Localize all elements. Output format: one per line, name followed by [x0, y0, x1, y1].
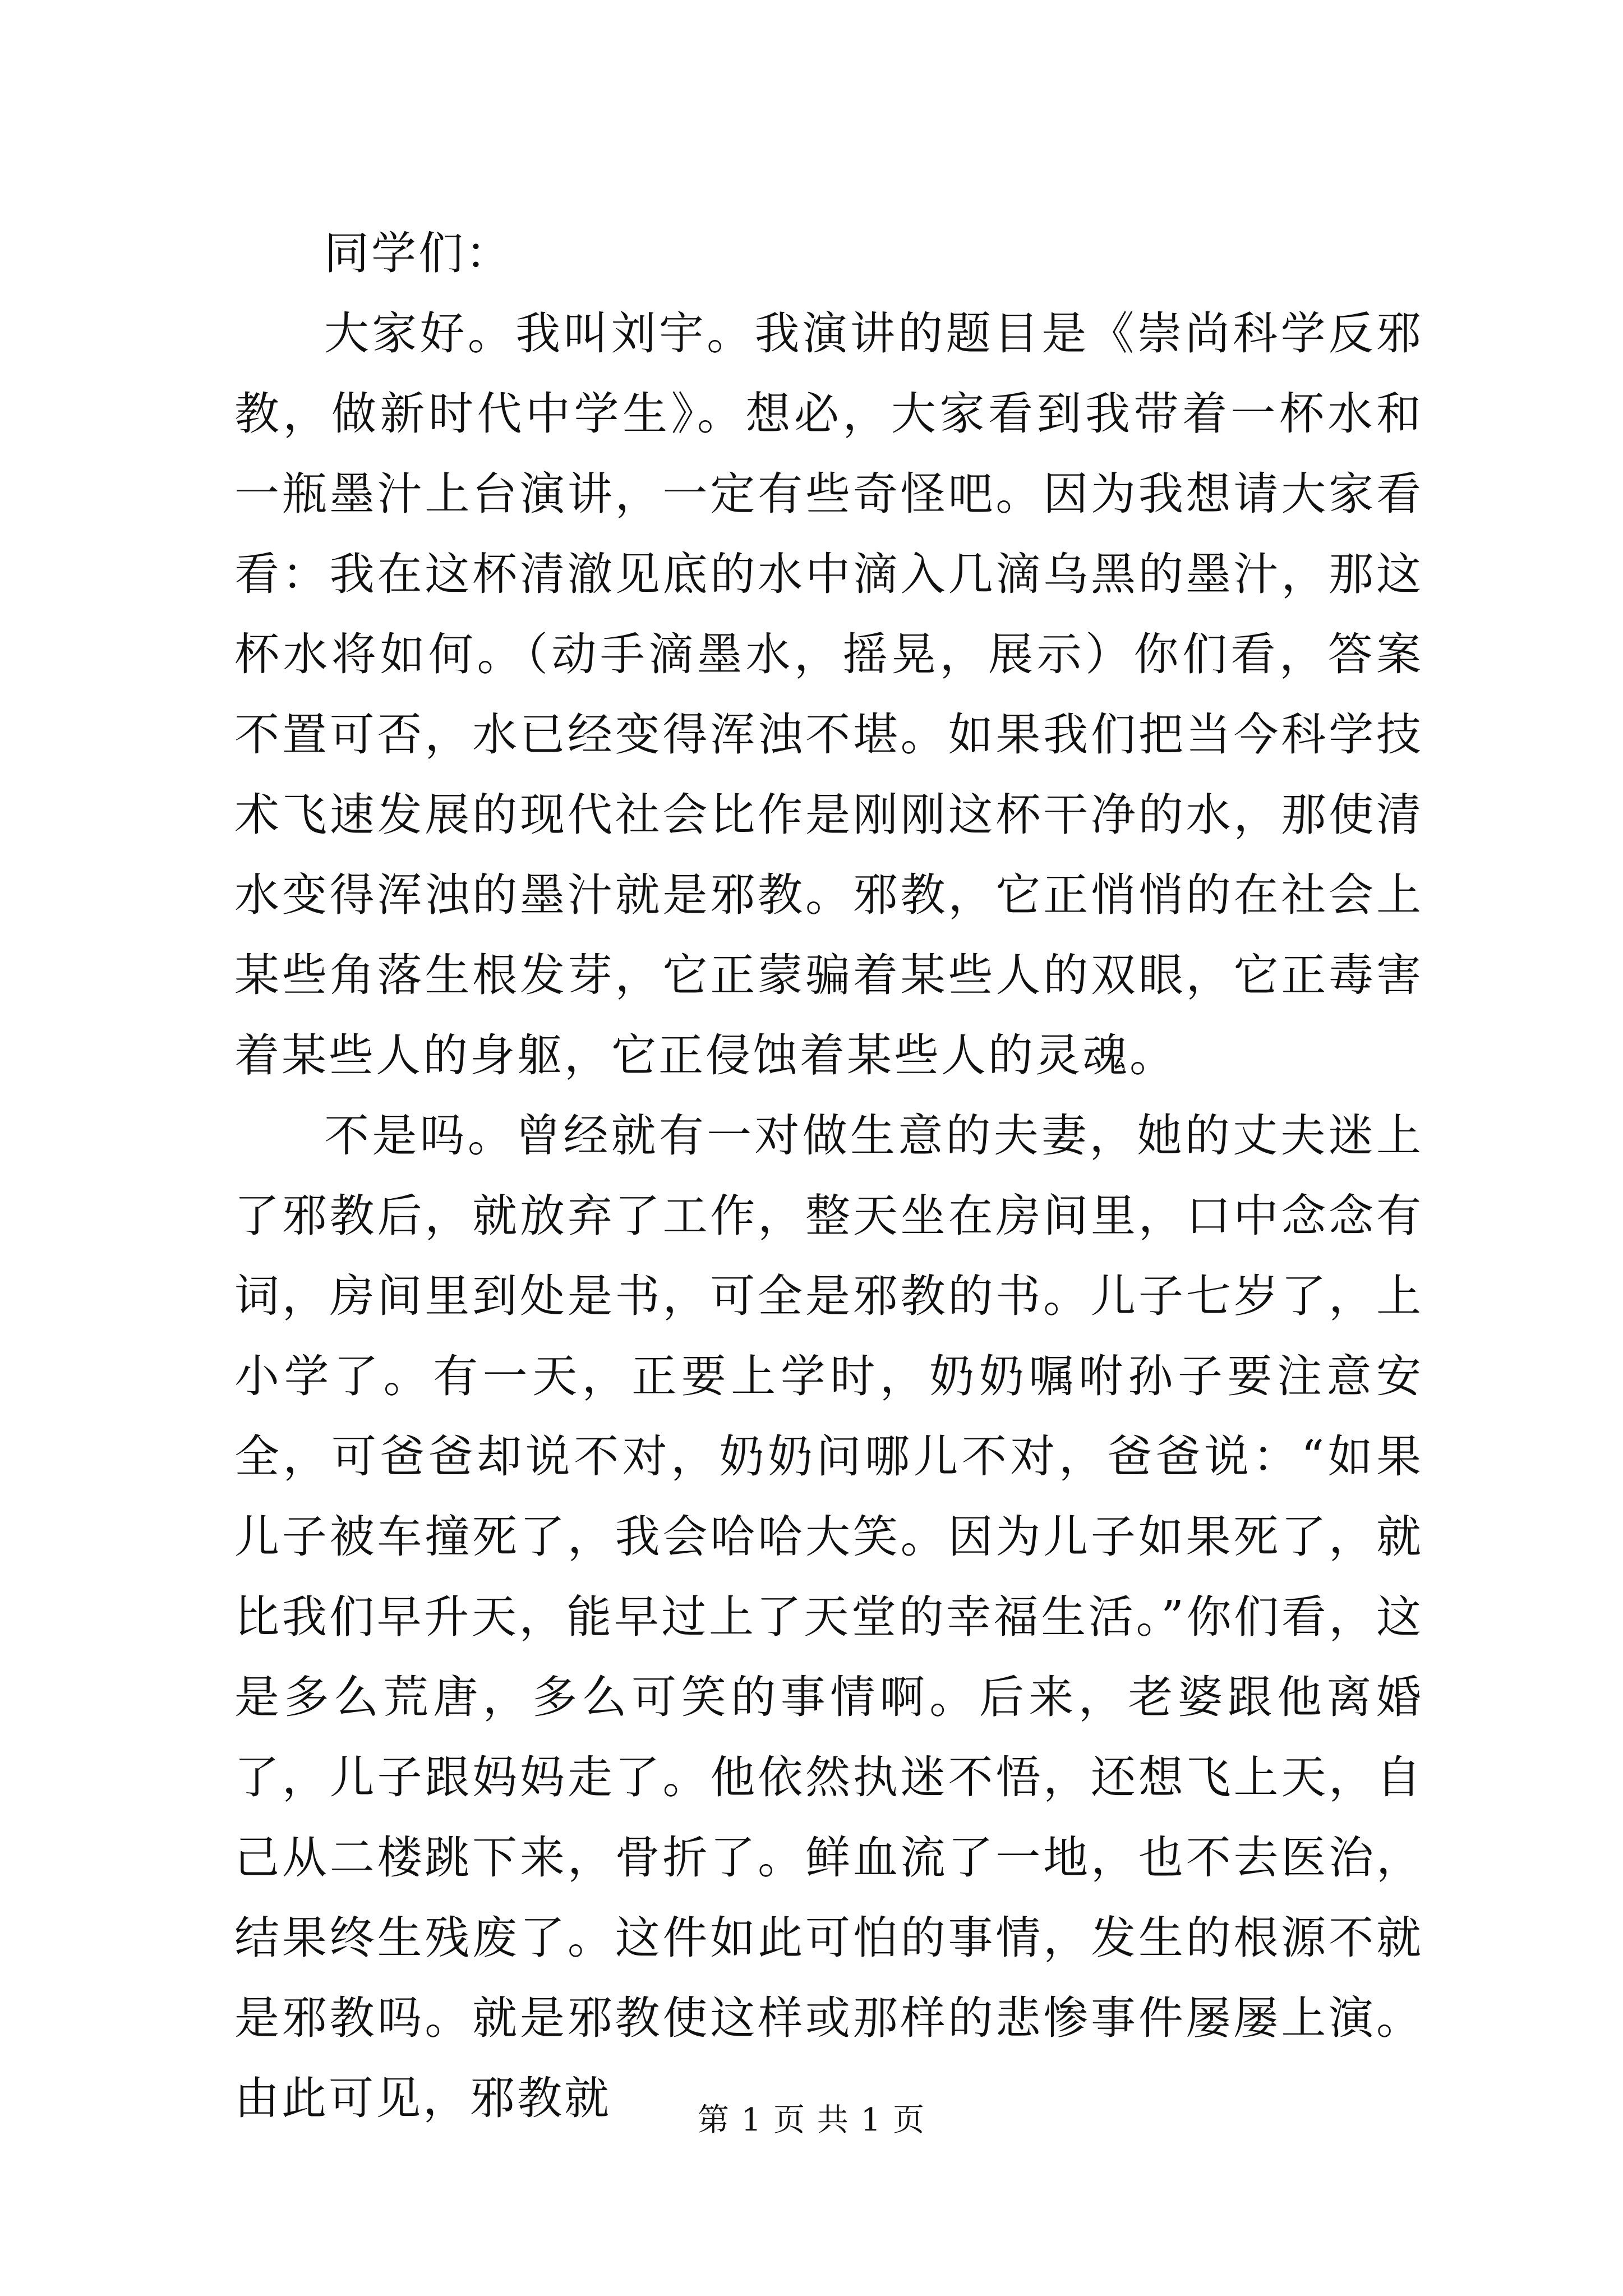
page-footer: 第 1 页 共 1 页 — [697, 2102, 926, 2138]
document-body — [234, 213, 1423, 2138]
salutation-paragraph: 同学们： — [324, 227, 513, 279]
body-paragraph-2: 不是吗。曾经就有一对做生意的夫妻，她的丈夫迷上了邪教后，就放弃了工作，整天坐在房间里，口中念念有词，房间里到处是书，可全是邪教的书。儿子七岁了，上小学了。有一天，正要上学时，奶奶嘱咐孙子要注意安全，可爸爸却说不对，奶奶问哪儿不对，爸爸说：“如果儿子被车撞死了，我会哈哈大笑。因为儿子如果死了，就比我们早升天，能早过上了天堂的幸福生活。”你们看，这是多么荒唐，多么可笑的事情啊。后来，老婆跟他离婚了，儿子跟妈妈走了。他依然执迷不悟，还想飞上天，自己从二楼跳下来，骨折了。鲜血流了一地，也不去医治，结果终生残废了。这件如此可怕的事情，发生的根源不就是邪教吗。就是邪教使这样或那样的悲惨事件屡屡上演。由此可见，邪教就 — [234, 1110, 1423, 2124]
body-paragraph-1: 大家好。我叫刘宇。我演讲的题目是《崇尚科学反邪教，做新时代中学生》。想必，大家看到我带着一杯水和一瓶墨汁上台演讲，一定有些奇怪吧。因为我想请大家看看：我在这杯清澈见底的水中滴入几滴乌黑的墨汁，那这杯水将如何。（动手滴墨水，摇晃，展示）你们看，答案不置可否，水已经变得浑浊不堪。如果我们把当今科学技术飞速发展的现代社会比作是刚刚这杯干净的水，那使清水变得浑浊的墨汁就是邪教。邪教，它正悄悄的在社会上某些角落生根发芽，它正蒙骗着某些人的双眼，它正毒害着某些人的身躯，它正侵蚀着某些人的灵魂。 — [234, 307, 1423, 1082]
